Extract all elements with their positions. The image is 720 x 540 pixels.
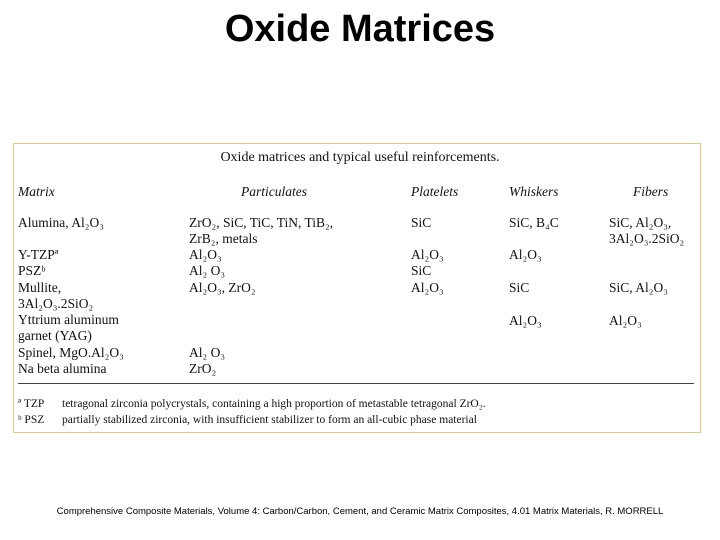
- footnote-mark-tzp: ª TZP: [18, 398, 45, 410]
- cell-alumina-fibers: SiC, Al₂O₃,: [609, 215, 672, 230]
- cell-psz-particulates: Al₂ O₃: [189, 263, 226, 278]
- cell-mullite-particulates: Al₂O₃, ZrO₂: [189, 280, 256, 295]
- footnote-text-tzp: tetragonal zirconia polycrystals, containing a high proportion of metastable tetragonal ZrO₂.: [62, 398, 486, 410]
- cell-ytzp-platelets: Al₂O₃: [411, 247, 444, 262]
- cell-mullite-matrix-2: 3Al₂O₃.2SiO₂: [18, 296, 94, 311]
- cell-psz-matrix: PSZᵇ: [18, 263, 46, 278]
- cell-alumina-fibers-2: 3Al₂O₃.2SiO₂: [609, 231, 685, 246]
- cell-ytzp-whiskers: Al₂O₃: [509, 247, 542, 262]
- cell-spinel-particulates: Al₂ O₃: [189, 345, 226, 360]
- table-rule: [18, 383, 694, 384]
- cell-ytzp-particulates: Al₂O₃: [189, 247, 222, 262]
- cell-yag-matrix-2: garnet (YAG): [18, 328, 92, 343]
- header-platelets: Platelets: [411, 184, 459, 199]
- cell-mullite-whiskers: SiC: [509, 280, 530, 295]
- cell-nabeta-particulates: ZrO₂: [189, 361, 217, 376]
- header-matrix: Matrix: [18, 184, 55, 199]
- cell-mullite-fibers: SiC, Al₂O₃: [609, 280, 668, 295]
- header-whiskers: Whiskers: [509, 184, 559, 199]
- cell-yag-matrix: Yttrium aluminum: [18, 312, 119, 327]
- cell-yag-fibers: Al₂O₃: [609, 313, 642, 328]
- cell-alumina-platelets: SiC: [411, 215, 432, 230]
- cell-mullite-matrix: Mullite,: [18, 280, 62, 295]
- cell-spinel-matrix: Spinel, MgO.Al₂O₃: [18, 345, 124, 360]
- source-citation: Comprehensive Composite Materials, Volume 4: Carbon/Carbon, Cement, and Ceramic Matrix Composites, 4.01 Matrix Materials, R. MORRELL: [56, 506, 664, 517]
- table-frame: [13, 143, 701, 433]
- cell-alumina-whiskers: SiC, B₄C: [509, 215, 559, 230]
- cell-ytzp-matrix: Y-TZPª: [18, 247, 59, 262]
- cell-mullite-platelets: Al₂O₃: [411, 280, 444, 295]
- cell-nabeta-matrix: Na beta alumina: [18, 361, 107, 376]
- cell-alumina-particulates-2: ZrB₂, metals: [189, 231, 258, 246]
- footnote-mark-psz: ᵇ PSZ: [18, 414, 45, 426]
- header-fibers: Fibers: [633, 184, 669, 199]
- header-particulates: Particulates: [241, 184, 307, 199]
- cell-alumina-matrix: Alumina, Al₂O₃: [18, 215, 104, 230]
- slide-title: Oxide Matrices: [224, 8, 496, 50]
- cell-alumina-particulates: ZrO₂, SiC, TiC, TiN, TiB₂,: [189, 215, 334, 230]
- cell-yag-whiskers: Al₂O₃: [509, 313, 542, 328]
- table-caption: Oxide matrices and typical useful reinforcements.: [220, 150, 500, 165]
- footnote-text-psz: partially stabilized zirconia, with insufficient stabilizer to form an all-cubic phase material: [62, 414, 477, 426]
- cell-psz-platelets: SiC: [411, 263, 432, 278]
